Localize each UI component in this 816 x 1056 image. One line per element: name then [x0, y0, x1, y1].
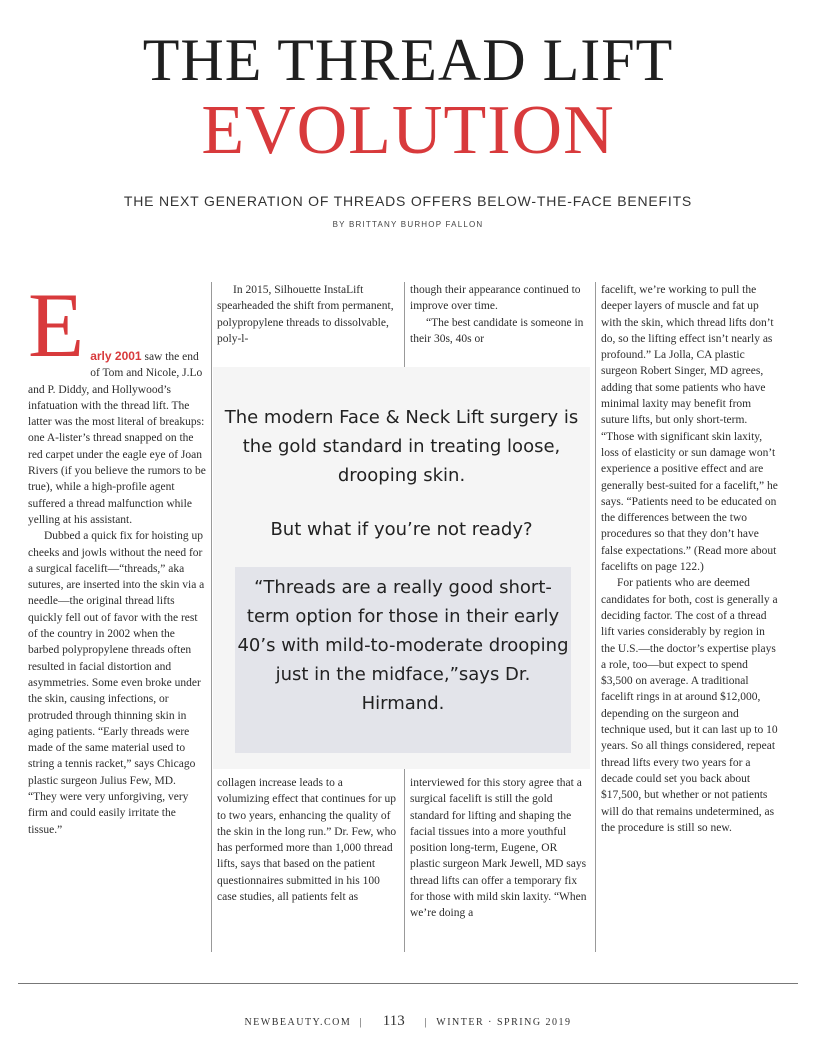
- headline-line-2: EVOLUTION: [201, 92, 615, 169]
- col1-paragraph-1: saw the end of Tom and Nicole, J.Lo and P. Diddy, and Hollywood’s infatuation with the thread lift. The latter was the most literal of breakups: one A-lister’s thread snapped on the red carpet under the eagle eye of Joan Rivers (if you believe the rumors to be true), while a high-profile agent suffered a thread malfunction while yelling at his assistant.: [28, 351, 206, 526]
- col3-paragraph-1: though their appearance continued to improve over time.: [410, 284, 581, 313]
- article-column-1: [28, 282, 206, 950]
- doctor-quote: “Threads are a really good short-term option for those in their early 40’s with mild-to-moderate drooping just in the midface,”says Dr. Hirmand.: [237, 577, 569, 714]
- headline-line-1: THE THREAD LIFT: [142, 27, 674, 93]
- overlay-statement: The modern Face & Neck Lift surgery is the gold standard in treating loose, drooping skin.: [224, 407, 579, 486]
- footer-rule: [18, 983, 798, 984]
- footer-issue: WINTER · SPRING 2019: [436, 1017, 572, 1028]
- article-column-4: [601, 282, 779, 950]
- col3-paragraph-tail: interviewed for this story agree that a surgical facelift is still the gold standard for lifting and shaping the facial tissues into a more youthful position long-term, Eugene, OR plastic surgeon Mark Jewell, MD says thread lifts can offer a temporary fix for those with mild skin laxity. “When we’re doing a: [410, 777, 587, 920]
- page-footer: NEWBEAUTY.COM | 113 | WINTER · SPRING 2019: [244, 1013, 572, 1029]
- col2-paragraph-tail: collagen increase leads to a volumizing effect that continues for up to two years, enhancing the quality of the skin in the long run.” Dr. Few, who has performed more than 1,000 thread lifts, says that based on the patient questionnaires submitted in his 100 case studies, all patients felt as: [217, 777, 397, 904]
- col3-paragraph-2: “The best candidate is someone in their 30s, 40s or: [410, 316, 584, 345]
- footer-site: NEWBEAUTY.COM: [244, 1017, 352, 1028]
- col4-paragraph-1: facelift, we’re working to pull the deeper layers of muscle and fat up with the skin, which thread lifts don’t do, so the lifting effect isn’t nearly as profound.” La Jolla, CA plastic surgeon Robert Singer, MD agrees, adding that some patients who have minimal laxity may benefit from suture lifts, but only short-term. “Those with significant skin laxity, loss of elasticity or sun damage won’t experience a positive effect and are generally best-suited for a facelift,” he says. “Patients need to be educated on the differences between the two procedures so that they don’t have false expectations.” (Read more about facelifts on page 122.): [601, 284, 778, 574]
- col1-paragraph-2: Dubbed a quick fix for hoisting up cheeks and jowls without the need for a surgical facelift—“threads,” aka sutures, are inserted into the skin via a needle—the original thread lifts quickly fell out of favor with the rest of the country in 2002 when the barbed polypropylene threads often resulted in facial distortion and asymmetries. Some even broke under the skin, causing infections, or protruded through thinning skin in aging patients. “Early threads were made of the same material used to string a tennis racket,” says Chicago plastic surgeon Julius Few, MD. “They were very unforgiving, very firm and could easily irritate the tissue.”: [28, 530, 205, 836]
- byline: BY BRITTANY BURHOP FALLON: [332, 220, 484, 229]
- drop-cap: E: [28, 282, 85, 376]
- lead-in: arly 2001: [90, 349, 142, 363]
- quote-box: [235, 567, 571, 753]
- col4-paragraph-2: For patients who are deemed candidates for both, cost is generally a deciding factor. The cost of a thread lift varies considerably by region in the U.S.—the doctor’s expertise plays a role, too—but expect to spend $3,500 on average. A traditional facelift rings in at around $12,000, depending on the surgeon and technique used, but it can last up to 10 years. So all things considered, repeat thread lifts every two years for a decade could set you back about $17,500, but whether or not patients will do that remains undetermined, as the procedure is still so new.: [601, 577, 778, 834]
- deck-subtitle: THE NEXT GENERATION OF THREADS OFFERS BELOW-THE-FACE BENEFITS: [123, 193, 693, 209]
- column-rule-1: [211, 282, 212, 952]
- overlay-question: But what if you’re not ready?: [270, 519, 533, 540]
- col2-paragraph-1: In 2015, Silhouette InstaLift spearheaded the shift from permanent, polypropylene threads to dissolvable, poly-l-: [217, 284, 394, 345]
- promo-overlay: [213, 367, 590, 769]
- page-number: 113: [382, 1013, 405, 1029]
- column-rule-3: [595, 282, 596, 952]
